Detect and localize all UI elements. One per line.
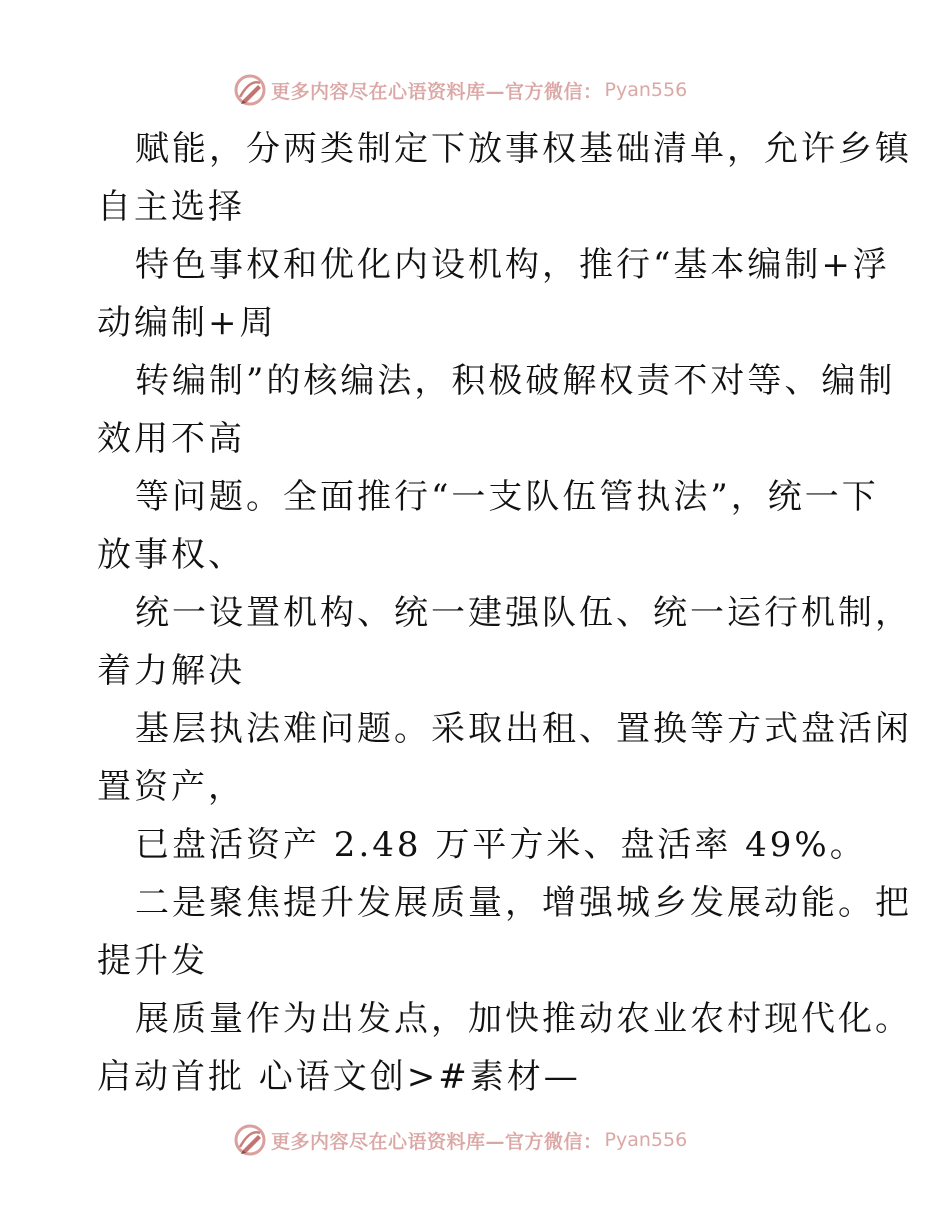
header-wechat-id: Pyan556 — [604, 79, 688, 101]
text-line: 统一设置机构、统一建强队伍、统一运行机制， — [135, 593, 912, 633]
text-line: 置资产， — [97, 767, 245, 807]
text-line: 提升发 — [97, 941, 208, 981]
text-line: 展质量作为出发点，加快推动农业农村现代化。 — [135, 999, 912, 1039]
footer-watermark-banner — [233, 1123, 687, 1157]
pen-logo-icon — [233, 1123, 267, 1157]
footer-wechat-id: Pyan556 — [604, 1129, 688, 1151]
text-line: 特色事权和优化内设机构，推行“基本编制+浮 — [135, 245, 890, 285]
text-line: 二是聚焦提升发展质量，增强城乡发展动能。把 — [135, 883, 912, 923]
text-line: 启动首批 心语文创>#素材— — [97, 1057, 581, 1097]
text-line: 转编制”的核编法，积极破解权责不对等、编制 — [135, 361, 896, 401]
body-text — [97, 120, 912, 1106]
text-line: 放事权、 — [97, 535, 245, 575]
text-line: 赋能，分两类制定下放事权基础清单，允许乡镇 — [135, 129, 912, 169]
header-watermark-banner — [233, 73, 687, 107]
text-line: 自主选择 — [97, 187, 245, 227]
text-line: 等问题。全面推行“一支队伍管执法”，统一下 — [135, 477, 879, 517]
footer-banner-text: 更多内容尽在心语资料库—官方微信： — [271, 1130, 603, 1153]
text-line: 着力解决 — [97, 651, 245, 691]
text-line: 已盘活资产 2.48 万平方米、盘活率 49%。 — [135, 825, 867, 865]
pen-logo-icon — [233, 73, 267, 107]
text-line: 基层执法难问题。采取出租、置换等方式盘活闲 — [135, 709, 912, 749]
text-line: 效用不高 — [97, 419, 245, 459]
text-line: 动编制+周 — [97, 303, 277, 343]
header-banner-text: 更多内容尽在心语资料库—官方微信： — [271, 80, 603, 103]
